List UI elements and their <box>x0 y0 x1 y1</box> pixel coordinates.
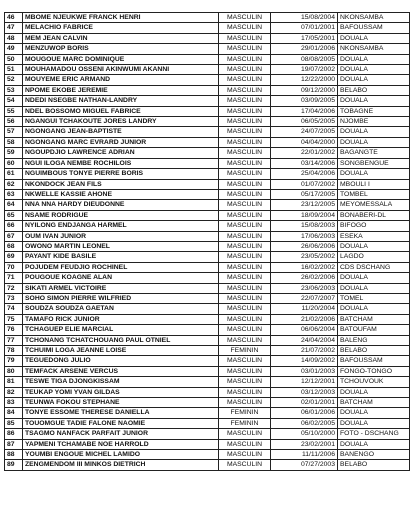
birth-place-cell: NKONSAMBA <box>338 13 410 23</box>
birth-date-cell: 12/22/2000 <box>271 75 338 85</box>
table-row <box>5 137 410 147</box>
birth-place-cell: BELABO <box>338 460 410 470</box>
birth-place-cell: DOUALA <box>338 33 410 43</box>
birth-date-cell: 24/07/2005 <box>271 127 338 137</box>
birth-place-cell: BATOUFAM <box>338 325 410 335</box>
row-number-cell: 83 <box>5 398 23 408</box>
student-sex-cell: MASCULIN <box>219 460 271 470</box>
birth-place-cell: DOUALA <box>338 169 410 179</box>
birth-place-cell: DOUALA <box>338 387 410 397</box>
birth-place-cell: BAFOUSSAM <box>338 23 410 33</box>
student-name-cell: SOHO SIMON PIERRE WILFRIED <box>23 293 219 303</box>
student-name-cell: NGOUPDJIO LAWRENCE ADRIAN <box>23 148 219 158</box>
row-number-cell: 59 <box>5 148 23 158</box>
birth-date-cell: 07/27/2003 <box>271 460 338 470</box>
birth-date-cell: 01/07/2002 <box>271 179 338 189</box>
student-sex-cell: MASCULIN <box>219 33 271 43</box>
row-number-cell: 68 <box>5 241 23 251</box>
birth-date-cell: 06/05/2005 <box>271 117 338 127</box>
student-sex-cell: MASCULIN <box>219 450 271 460</box>
birth-place-cell: CDS DSCHANG <box>338 262 410 272</box>
student-sex-cell: MASCULIN <box>219 293 271 303</box>
student-name-cell: NKONDOCK JEAN FILS <box>23 179 219 189</box>
row-number-cell: 49 <box>5 44 23 54</box>
birth-date-cell: 06/06/2004 <box>271 325 338 335</box>
table-row <box>5 241 410 251</box>
student-sex-cell: MASCULIN <box>219 398 271 408</box>
row-number-cell: 46 <box>5 13 23 23</box>
birth-date-cell: 15/08/2003 <box>271 221 338 231</box>
row-number-cell: 61 <box>5 169 23 179</box>
row-number-cell: 72 <box>5 283 23 293</box>
row-number-cell: 74 <box>5 304 23 314</box>
birth-date-cell: 05/10/2000 <box>271 429 338 439</box>
row-number-cell: 63 <box>5 189 23 199</box>
student-name-cell: NYILONG ENDJANGA HARMEL <box>23 221 219 231</box>
table-row <box>5 44 410 54</box>
student-name-cell: TSAGMO NANFACK PARFAIT JUNIOR <box>23 429 219 439</box>
birth-date-cell: 16/02/2002 <box>271 262 338 272</box>
birth-date-cell: 03/12/2003 <box>271 387 338 397</box>
student-name-cell: NKWELLE KASSIE AHONE <box>23 189 219 199</box>
table-row <box>5 262 410 272</box>
birth-place-cell: DOUALA <box>338 304 410 314</box>
birth-place-cell: BONABERI-DL <box>338 210 410 220</box>
row-number-cell: 86 <box>5 429 23 439</box>
student-sex-cell: MASCULIN <box>219 65 271 75</box>
birth-date-cell: 23/02/2001 <box>271 439 338 449</box>
table-row <box>5 231 410 241</box>
student-sex-cell: MASCULIN <box>219 75 271 85</box>
student-name-cell: TONYE ESSOME THERESE DANIELLA <box>23 408 219 418</box>
birth-date-cell: 04/04/2000 <box>271 137 338 147</box>
birth-place-cell: MEYOMESSALA <box>338 200 410 210</box>
birth-date-cell: 03/01/2003 <box>271 366 338 376</box>
student-name-cell: TEUNWA FOKOU STEPHANE <box>23 398 219 408</box>
row-number-cell: 62 <box>5 179 23 189</box>
student-sex-cell: MASCULIN <box>219 23 271 33</box>
row-number-cell: 51 <box>5 65 23 75</box>
student-name-cell: TEMFACK ARSENE VERCUS <box>23 366 219 376</box>
student-name-cell: TEUKAP YOMI YVAN GILDAS <box>23 387 219 397</box>
row-number-cell: 47 <box>5 23 23 33</box>
birth-date-cell: 06/01/2006 <box>271 408 338 418</box>
table-row <box>5 179 410 189</box>
table-row <box>5 148 410 158</box>
birth-date-cell: 02/01/2001 <box>271 398 338 408</box>
row-number-cell: 77 <box>5 335 23 345</box>
birth-date-cell: 18/09/2004 <box>271 210 338 220</box>
table-row <box>5 158 410 168</box>
student-name-cell: MOUHAMADOU OSSENI AKINWUMI AKANNI <box>23 65 219 75</box>
student-name-cell: YAPMENI TCHAMABE NOE HARROLD <box>23 439 219 449</box>
row-number-cell: 88 <box>5 450 23 460</box>
birth-place-cell: SONGBENGUE <box>338 158 410 168</box>
birth-place-cell: FONGO-TONGO <box>338 366 410 376</box>
student-sex-cell: MASCULIN <box>219 210 271 220</box>
birth-place-cell: DOUALA <box>338 241 410 251</box>
student-sex-cell: MASCULIN <box>219 13 271 23</box>
birth-date-cell: 15/08/2004 <box>271 13 338 23</box>
birth-place-cell: DOUALA <box>338 127 410 137</box>
table-row <box>5 356 410 366</box>
birth-place-cell: TOBAGNE <box>338 106 410 116</box>
row-number-cell: 89 <box>5 460 23 470</box>
student-sex-cell: MASCULIN <box>219 377 271 387</box>
student-name-cell: OUM IVAN JUNIOR <box>23 231 219 241</box>
birth-place-cell: FOTO - DSCHANG <box>338 429 410 439</box>
birth-place-cell: NKONSAMBA <box>338 44 410 54</box>
birth-place-cell: TOMEL <box>338 293 410 303</box>
birth-date-cell: 11/20/2004 <box>271 304 338 314</box>
student-sex-cell: FEMININ <box>219 346 271 356</box>
birth-date-cell: 22/07/2007 <box>271 293 338 303</box>
birth-place-cell: DOUALA <box>338 75 410 85</box>
student-name-cell: MBOME NJEUKWE FRANCK HENRI <box>23 13 219 23</box>
student-name-cell: TCHUIMI LOGA JEANNE LOISE <box>23 346 219 356</box>
student-name-cell: NGANGUI TCHAKOUTE JORES LANDRY <box>23 117 219 127</box>
row-number-cell: 48 <box>5 33 23 43</box>
student-name-cell: NSAME RODRIGUE <box>23 210 219 220</box>
student-sex-cell: MASCULIN <box>219 137 271 147</box>
birth-place-cell: BELABO <box>338 346 410 356</box>
student-name-cell: POUGOUE KOAGNE ALAN <box>23 273 219 283</box>
birth-date-cell: 24/04/2004 <box>271 335 338 345</box>
birth-place-cell: TCHOUVOUK <box>338 377 410 387</box>
student-name-cell: TEGUEDONG JULIO <box>23 356 219 366</box>
table-row <box>5 189 410 199</box>
table-row <box>5 460 410 470</box>
table-row <box>5 314 410 324</box>
student-sex-cell: FEMININ <box>219 418 271 428</box>
student-sex-cell: MASCULIN <box>219 169 271 179</box>
birth-date-cell: 21/07/2002 <box>271 346 338 356</box>
student-sex-cell: MASCULIN <box>219 335 271 345</box>
birth-date-cell: 17/05/2001 <box>271 33 338 43</box>
table-row <box>5 221 410 231</box>
student-sex-cell: MASCULIN <box>219 179 271 189</box>
row-number-cell: 87 <box>5 439 23 449</box>
row-number-cell: 71 <box>5 273 23 283</box>
table-row <box>5 54 410 64</box>
student-sex-cell: MASCULIN <box>219 148 271 158</box>
table-row <box>5 169 410 179</box>
table-row <box>5 335 410 345</box>
row-number-cell: 70 <box>5 262 23 272</box>
birth-place-cell: DOUALA <box>338 96 410 106</box>
student-sex-cell: MASCULIN <box>219 356 271 366</box>
birth-date-cell: 23/06/2003 <box>271 283 338 293</box>
birth-date-cell: 23/05/2002 <box>271 252 338 262</box>
student-name-cell: SIKATI ARMEL VICTOIRE <box>23 283 219 293</box>
birth-date-cell: 03/09/2005 <box>271 96 338 106</box>
student-sex-cell: MASCULIN <box>219 252 271 262</box>
birth-date-cell: 29/01/2006 <box>271 44 338 54</box>
student-name-cell: OWONO MARTIN LEONEL <box>23 241 219 251</box>
table-row <box>5 106 410 116</box>
row-number-cell: 54 <box>5 96 23 106</box>
birth-place-cell: NJOMBE <box>338 117 410 127</box>
student-sex-cell: MASCULIN <box>219 96 271 106</box>
row-number-cell: 60 <box>5 158 23 168</box>
table-row <box>5 210 410 220</box>
birth-place-cell: BANENGO <box>338 450 410 460</box>
birth-date-cell: 03/14/2006 <box>271 158 338 168</box>
student-name-cell: MOUYEME ERIC ARMAND <box>23 75 219 85</box>
student-list-table <box>4 12 410 471</box>
row-number-cell: 52 <box>5 75 23 85</box>
student-sex-cell: MASCULIN <box>219 304 271 314</box>
table-row <box>5 33 410 43</box>
student-name-cell: MEM JEAN CALVIN <box>23 33 219 43</box>
table-row <box>5 325 410 335</box>
student-sex-cell: MASCULIN <box>219 387 271 397</box>
birth-place-cell: BAFOUSSAM <box>338 356 410 366</box>
row-number-cell: 66 <box>5 221 23 231</box>
student-name-cell: NGUI ILOGA NEMBE ROCHILOIS <box>23 158 219 168</box>
birth-place-cell: DOUALA <box>338 54 410 64</box>
row-number-cell: 69 <box>5 252 23 262</box>
student-sex-cell: MASCULIN <box>219 231 271 241</box>
birth-date-cell: 11/11/2006 <box>271 450 338 460</box>
student-name-cell: PAYANT KIDE BASILE <box>23 252 219 262</box>
table-row <box>5 75 410 85</box>
table-row <box>5 408 410 418</box>
row-number-cell: 81 <box>5 377 23 387</box>
birth-place-cell: DOUALA <box>338 439 410 449</box>
birth-date-cell: 22/01/2002 <box>271 148 338 158</box>
table-row <box>5 387 410 397</box>
table-row <box>5 398 410 408</box>
birth-date-cell: 19/07/2002 <box>271 65 338 75</box>
birth-date-cell: 09/12/2000 <box>271 85 338 95</box>
student-name-cell: TOUOMGUE TADIE FALONE NAOMIE <box>23 418 219 428</box>
table-row <box>5 439 410 449</box>
student-name-cell: MENZUWOP BORIS <box>23 44 219 54</box>
student-name-cell: ZENGMENDOM III MINKOS DIETRICH <box>23 460 219 470</box>
birth-date-cell: 26/06/2006 <box>271 241 338 251</box>
student-sex-cell: MASCULIN <box>219 200 271 210</box>
row-number-cell: 57 <box>5 127 23 137</box>
student-sex-cell: MASCULIN <box>219 273 271 283</box>
birth-place-cell: TOMBEL <box>338 189 410 199</box>
student-sex-cell: MASCULIN <box>219 158 271 168</box>
table-row <box>5 200 410 210</box>
table-row <box>5 273 410 283</box>
birth-date-cell: 12/12/2001 <box>271 377 338 387</box>
birth-place-cell: LAGDO <box>338 252 410 262</box>
birth-date-cell: 17/04/2006 <box>271 106 338 116</box>
birth-date-cell: 05/17/2005 <box>271 189 338 199</box>
birth-date-cell: 25/04/2006 <box>271 169 338 179</box>
student-name-cell: NNA NNA HARDY DIEUDONNE <box>23 200 219 210</box>
table-row <box>5 252 410 262</box>
birth-place-cell: DOUALA <box>338 65 410 75</box>
student-sex-cell: MASCULIN <box>219 117 271 127</box>
row-number-cell: 84 <box>5 408 23 418</box>
birth-place-cell: BIFOGO <box>338 221 410 231</box>
student-name-cell: YOUMBI ENGOUE MICHEL LAMIDO <box>23 450 219 460</box>
student-sex-cell: MASCULIN <box>219 429 271 439</box>
table-row <box>5 96 410 106</box>
table-row <box>5 366 410 376</box>
student-name-cell: MOUGOUE MARC DOMINIQUE <box>23 54 219 64</box>
table-row <box>5 304 410 314</box>
birth-place-cell: BAGANGTE <box>338 148 410 158</box>
row-number-cell: 82 <box>5 387 23 397</box>
student-sex-cell: MASCULIN <box>219 189 271 199</box>
student-name-cell: NGONGANG MARC EVRARD JUNIOR <box>23 137 219 147</box>
student-sex-cell: MASCULIN <box>219 106 271 116</box>
student-sex-cell: MASCULIN <box>219 221 271 231</box>
row-number-cell: 65 <box>5 210 23 220</box>
student-name-cell: NGONGANG JEAN-BAPTISTE <box>23 127 219 137</box>
row-number-cell: 56 <box>5 117 23 127</box>
table-row <box>5 418 410 428</box>
table-row <box>5 429 410 439</box>
birth-place-cell: MBOULI I <box>338 179 410 189</box>
row-number-cell: 78 <box>5 346 23 356</box>
row-number-cell: 53 <box>5 85 23 95</box>
student-name-cell: NDEL BOSSOMO MIGUEL FABRICE <box>23 106 219 116</box>
birth-date-cell: 21/02/2006 <box>271 314 338 324</box>
birth-date-cell: 14/09/2002 <box>271 356 338 366</box>
birth-place-cell: BALENG <box>338 335 410 345</box>
student-name-cell: TCHAGUEP ELIE MARCIAL <box>23 325 219 335</box>
student-name-cell: NGUIMBOUS TONYE PIERRE BORIS <box>23 169 219 179</box>
student-name-cell: NDEDI NSEGBE NATHAN-LANDRY <box>23 96 219 106</box>
student-sex-cell: MASCULIN <box>219 366 271 376</box>
table-row <box>5 13 410 23</box>
student-sex-cell: MASCULIN <box>219 262 271 272</box>
student-name-cell: MELACHIO FABRICE <box>23 23 219 33</box>
table-row <box>5 283 410 293</box>
birth-place-cell: DOUALA <box>338 408 410 418</box>
row-number-cell: 85 <box>5 418 23 428</box>
table-row <box>5 346 410 356</box>
student-sex-cell: MASCULIN <box>219 44 271 54</box>
student-sex-cell: MASCULIN <box>219 283 271 293</box>
birth-place-cell: BELABO <box>338 85 410 95</box>
table-row <box>5 85 410 95</box>
row-number-cell: 67 <box>5 231 23 241</box>
table-row <box>5 23 410 33</box>
student-name-cell: POJUDEM FEUDJIO ROCHINEL <box>23 262 219 272</box>
student-list-body <box>5 13 410 471</box>
student-sex-cell: MASCULIN <box>219 314 271 324</box>
row-number-cell: 75 <box>5 314 23 324</box>
row-number-cell: 58 <box>5 137 23 147</box>
row-number-cell: 80 <box>5 366 23 376</box>
table-row <box>5 117 410 127</box>
student-sex-cell: MASCULIN <box>219 325 271 335</box>
student-name-cell: TAMAFO RICK JUNIOR <box>23 314 219 324</box>
birth-date-cell: 17/06/2003 <box>271 231 338 241</box>
student-sex-cell: MASCULIN <box>219 241 271 251</box>
student-sex-cell: FEMININ <box>219 408 271 418</box>
student-sex-cell: MASCULIN <box>219 54 271 64</box>
row-number-cell: 73 <box>5 293 23 303</box>
birth-date-cell: 07/01/2001 <box>271 23 338 33</box>
birth-date-cell: 08/08/2005 <box>271 54 338 64</box>
row-number-cell: 55 <box>5 106 23 116</box>
birth-date-cell: 23/12/2005 <box>271 200 338 210</box>
row-number-cell: 50 <box>5 54 23 64</box>
birth-date-cell: 06/02/2005 <box>271 418 338 428</box>
student-name-cell: TESWE TIGA DJONGKISSAM <box>23 377 219 387</box>
birth-place-cell: DOUALA <box>338 137 410 147</box>
table-row <box>5 377 410 387</box>
birth-date-cell: 26/02/2006 <box>271 273 338 283</box>
birth-place-cell: BATCHAM <box>338 398 410 408</box>
row-number-cell: 79 <box>5 356 23 366</box>
table-row <box>5 127 410 137</box>
birth-place-cell: DOUALA <box>338 283 410 293</box>
student-sex-cell: MASCULIN <box>219 127 271 137</box>
table-row <box>5 65 410 75</box>
table-row <box>5 293 410 303</box>
student-name-cell: SOUDZA SOUDZA GAETAN <box>23 304 219 314</box>
row-number-cell: 76 <box>5 325 23 335</box>
student-sex-cell: MASCULIN <box>219 439 271 449</box>
birth-place-cell: BATCHAM <box>338 314 410 324</box>
table-row <box>5 450 410 460</box>
birth-place-cell: DOUALA <box>338 273 410 283</box>
row-number-cell: 64 <box>5 200 23 210</box>
student-sex-cell: MASCULIN <box>219 85 271 95</box>
student-name-cell: TCHONANG TCHATCHOUANG PAUL OTNIEL <box>23 335 219 345</box>
birth-place-cell: ESEKA <box>338 231 410 241</box>
birth-place-cell: DOUALA <box>338 418 410 428</box>
student-name-cell: NPOME EKOBE JEREMIE <box>23 85 219 95</box>
